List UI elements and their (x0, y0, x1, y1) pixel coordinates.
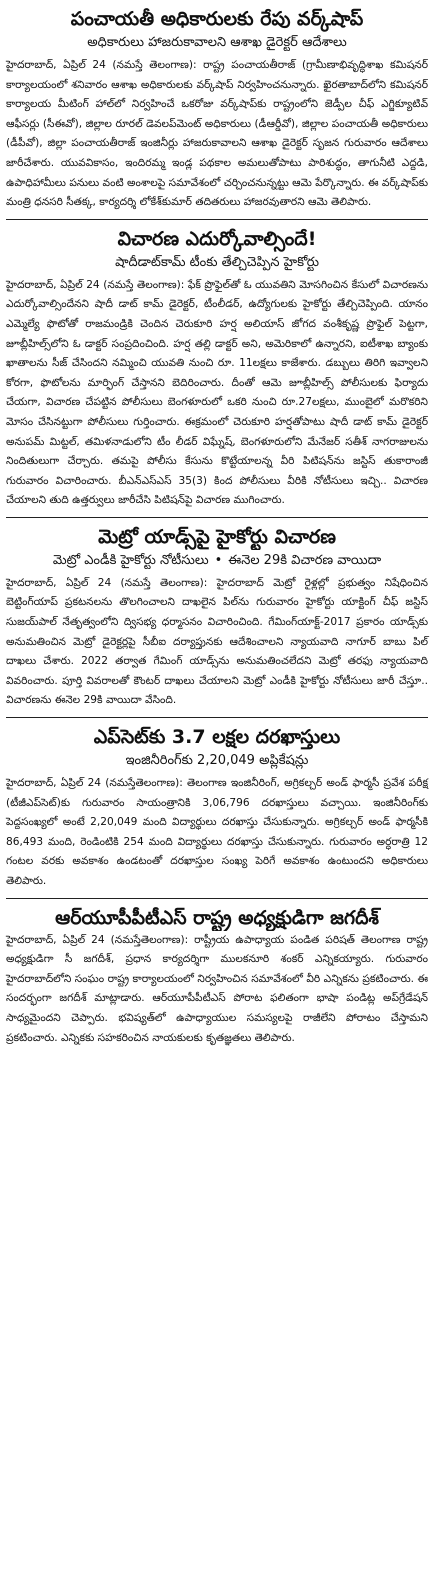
article-body: హైదరాబాద్, ఏప్రిల్ 24 (నమస్తేతెలంగాణ): రాష్ట్రీయ ఉపాధ్యాయ పండిత పరిషత్ తెలంగాణ రాష్ట్ర అధ్యక్షుడిగా సీ జగదీశ్, ప్రధాన కార్యదర్శిగా ములకనూరి శంకర్ ఎన్నికయ్యారు. గురువారం హైదరాబాద్‌లోని సంఘం రాష్ట్ర కార్యాలయంలో నిర్వహించిన సమావేశంలో వీరి ఎన్నికను ప్రకటించారు. ఈ సందర్భంగా జగదీశ్ మాట్లాడారు. ఆర్‌యూపీపీటీఎస్ పోరాట ఫలితంగా భాషా పండిట్ల అప్‌గ్రేడేషన్ సాధ్యమైందని చెప్పారు. భవిష్యత్‌లో ఉపాధ్యాయుల సమస్యలపై రాజీలేని పోరాటం చేస్తామని ప్రకటించారు. ఎన్నికకు సహకరించిన నాయకులకు కృతజ్ఞతలు తెలిపారు. (6, 933, 428, 1044)
article-body: హైదరాబాద్, ఏప్రిల్ 24 (నమస్తేతెలంగాణ): తెలంగాణ ఇంజినీరింగ్, అగ్రికల్చర్ అండ్ ఫార్మసీ ప్రవేశ పరీక్ష (టీజీఎప్‌సెట్)కు గురువారం సాయంత్రానికి 3,06,796 దరఖాస్తులు వచ్చాయి. ఇంజినీరింగ్‌కు పెద్దసంఖ్యలో అంటే 2,20,049 మంది విద్యార్థులు దరఖాస్తు చేసుకున్నారు. అగ్రికల్చర్ అండ్ ఫార్మసీకి 86,493 మంది, రెండింటికి 254 మంది విద్యార్థులు దరఖాస్తు చేసుకున్నారు. గురువారం అర్ధరాత్రి 12 గంటల వరకు అవకాశం ఉండటంతో దరఖాస్తుల సంఖ్య పెరిగే అవకాశం ఉంటుందని అధికారులు తెలిపారు. (6, 777, 428, 887)
article-headline: ఎప్‌సెట్‌కు 3.7 లక్షల దరఖాస్తులు (93, 726, 341, 749)
bullet-icon: • (214, 552, 223, 568)
article-subheading: ఈనెల 29కి విచారణ వాయిదా (228, 552, 382, 568)
article-headline: పంచాయతీ అధికారులకు రేపు వర్క్‌షాప్ (70, 8, 364, 30)
article-metro-ads (4, 524, 430, 711)
article-panchayat-workshop (4, 6, 430, 213)
article-headline: ఆర్‌యూపీపీటీఎస్ రాష్ట్ర అధ్యక్షుడిగా జగదీశ్ (55, 906, 379, 929)
article-eapcet-applications (4, 724, 430, 892)
article-subheading: అధికారులు హాజరుకావాలని ఆశాఖ డైరెక్టర్ ఆదేశాలు (87, 35, 347, 50)
article-headline: మెట్రో యాడ్స్‌పై హైకోర్టు విచారణ (98, 525, 336, 548)
article-ruppts-president (4, 905, 430, 1049)
divider (6, 898, 428, 899)
article-body: హైదరాబాద్, ఏప్రిల్ 24 (నమస్తే తెలంగాణ): ఫేక్ ప్రొఫైల్‌తో ఓ యువతిని మోసగించిన కేసులో విచారణను ఎదుర్కోవాల్సిందేనని షాదీ డాట్ కామ్ డైరెక్టర్, టీంలీడర్, ఉద్యోగులకు హైకోర్టు తేల్చిచెప్పింది. యానం ఎమ్మెల్యే ఫొటోతో రాజమండ్రికి చెందిన చెరుకూరి హర్ష అలియాస్ జోగద వంశీకృష్ణ ప్రొఫైల్ పెట్టగా, జూబ్లీహిల్స్‌లోని ఓ డాక్టర్ సంప్రదించింది. హర్ష తల్లి డాక్టర్ అని, అమెరికాలో ఉన్నారని, ఐటీశాఖ బ్యాంకు ఖాతాలను సీజ్ చేసిందని నమ్మించి యువతి నుంచి రూ. 11లక్షలు కాజేశారు. డబ్బులు తిరిగి ఇవ్వాలని కోరగా, ఫొటోలను మార్ఫింగ్ చేస్తానని బెదిరించారు. దీంతో ఆమె జూబ్లీహిల్స్ పోలీసులకు ఫిర్యాదు చేయగా, విచారణ చేపట్టిన పోలీసులు బెంగళూరులో ఒకరి నుంచి రూ.27లక్షలు, ముంబైలో మరొకరిని మోసం చేసినట్టుగా పోలీసులు గుర్తించారు. ఈక్రమంలో చెరుకూరి హర్షతోపాటు షాదీ డాట్ కామ్ డైరెక్టర్ అనుపమ్ మిట్టల్, తమిళనాడులోని టీం లీడర్ విఘ్నేష్, బెంగళూరులోని మేనేజర్ సతీశ్ నాగరాజులను నిందితులుగా చేర్చారు. తమపై పోలీసు కేసును కొట్టేయాలన్న వీరి పిటిషన్‌ను జస్టిస్ తుకారాంజీ గురువారం విచారించారు. బీఎన్ఎస్ఎస్ 35(3) కింద పోలీసులు వీరికి నోటీసులు ఇచ్చి.. విచారణ చేయాలని తుది ఉత్తర్వులు జారీచేసి పిటిషన్‌పై విచారణ ముగించారు. (6, 278, 428, 507)
article-headline: విచారణ ఎదుర్కోవాల్సిందే! (117, 227, 317, 250)
article-subheading: షాదీడాట్‌కామ్ టీంకు తేల్చిచెప్పిన హైకోర్టు (115, 254, 319, 270)
divider (6, 219, 428, 220)
article-body: హైదరాబాద్, ఏప్రిల్ 24 (నమస్తే తెలంగాణ): రాష్ట్ర పంచాయతీరాజ్ (గ్రామీణాభివృద్ధిశాఖ కమిషనర్ కార్యాలయంలో శనివారం ఆశాఖ అధికారులకు వర్క్‌షాప్ నిర్వహించనున్నారు. ఖైరతాబాద్‌లోని కమిషనర్ కార్యాలయ మీటింగ్ హాల్‌లో నిర్వహించే ఒకరోజు వర్క్‌షాప్‌కు రాష్ట్రంలోని జెడ్పీల చీఫ్ ఎగ్జిక్యూటివ్ ఆఫీసర్లు (సీఈవో), జిల్లాల రూరల్ డెవలప్‌మెంట్ అధికారులు (డీఆర్డీవో), జిల్లాల పంచాయతీ అధికారులు (డీపీవో), జిల్లా పంచాయతీరాజ్ ఇంజినీర్లు హాజరుకావాలని ఆశాఖ డైరెక్టర్ సృజన గురువారం ఆదేశాలు జారీచేశారు. యువవికాసం, ఇందిరమ్మ ఇండ్ల పథకాల అమలుతోపాటు పారిశుద్ధం, తాగునీటి ఎద్దడి, ఉపాధిహామీలు పనులు వంటి అంశాలపై సమావేశంలో చర్చించనున్నట్టు ఆమె పేర్కొన్నారు. ఈ వర్క్‌షాప్‌కు మంత్రి ధనసరి సీతక్క, కార్యదర్శి లోకేశ్‌కుమార్ తదితరులు హాజరవుతారని ఆమె తెలిపారు. (6, 59, 428, 209)
article-subheading-row (4, 552, 430, 570)
article-body: హైదరాబాద్, ఏప్రిల్ 24 (నమస్తే తెలంగాణ): హైదరాబాద్ మెట్రో రైళ్లల్లో ప్రభుత్వం నిషేధించిన బెట్టింగ్‌యాప్ ప్రకటనలను తొలగించాలని దాఖలైన పిల్‌ను గురువారం హైకోర్టు యాక్టింగ్ చీఫ్ జస్టిస్ సుజయ్‌పాల్ నేతృత్వంలోని ద్విసభ్య ధర్మాసనం విచారించింది. గేమింగ్‌యాక్ట్-2017 ప్రకారం యాడ్స్‌కు అనుమతించిన మెట్రో డైరెక్టర్లపై సీబీఐ దర్యాప్తునకు ఆదేశించాలని న్యాయవాది నాగూర్ బాబు పిల్ దాఖలు చేశారు. 2022 తర్వాత గేమింగ్ యాడ్స్‌ను అనుమతించలేదని మెట్రో తరఫు న్యాయవాది వివరించారు. పూర్తి వివరాలతో కౌంటర్ దాఖలు చేయాలని మెట్రో ఎండీకి హైకోర్టు నోటీసులు జారీ చేస్తూ.. విచారణను ఈనెల 29కి వాయిదా వేసింది. (6, 576, 428, 707)
divider (6, 517, 428, 518)
article-subheading: ఇంజినీరింగ్‌కు 2,20,049 అప్లికేషన్లు (125, 753, 309, 769)
divider (6, 717, 428, 718)
article-subheading: మెట్రో ఎండీకి హైకోర్టు నోటీసులు (52, 552, 209, 568)
article-shaadi-highcourt (4, 226, 430, 511)
